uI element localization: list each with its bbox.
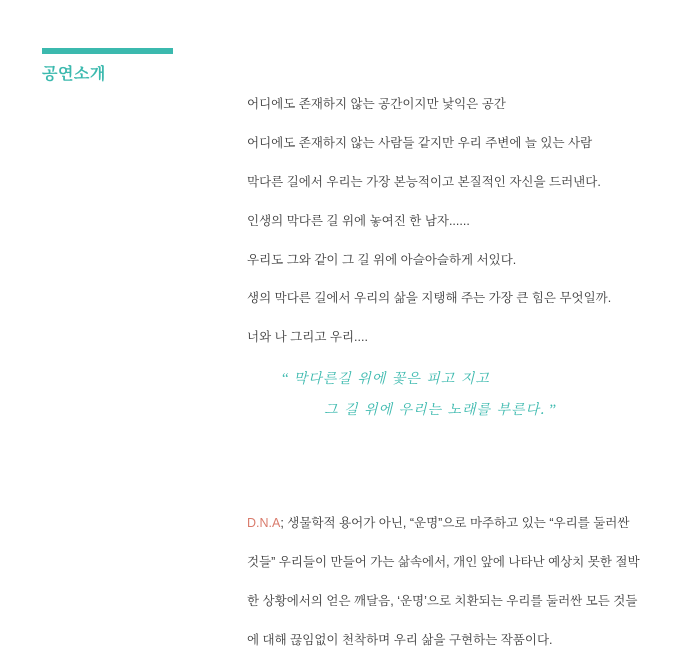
intro-paragraph-block [247, 96, 667, 368]
intro-line: 어디에도 존재하지 않는 공간이지만 낯익은 공간 [247, 97, 506, 111]
intro-line: 너와 나 그리고 우리.... [247, 330, 368, 345]
description-line: 것들” 우리들이 만들어 가는 삶속에서, 개인 앞에 나타난 예상치 못한 절박 [247, 554, 640, 569]
section-header [42, 48, 242, 84]
intro-line: 어디에도 존재하지 않는 사람들 같지만 우리 주변에 늘 있는 사람 [247, 135, 593, 150]
description-line: 에 대해 끊임없이 천착하며 우리 삶을 구현하는 작품이다. [247, 632, 553, 647]
quote-open-mark: “ [282, 371, 290, 387]
highlight-quote [278, 368, 678, 421]
quote-line-first [278, 368, 678, 391]
description-line [247, 515, 667, 532]
intro-line: 우리도 그와 같이 그 길 위에 아슬아슬하게 서있다. [247, 252, 517, 267]
page-title: 공연소개 [42, 66, 106, 83]
header-rule-decoration [42, 48, 173, 54]
description-block [247, 515, 667, 671]
intro-line: 인생의 막다른 길 위에 놓여진 한 남자...... [247, 213, 470, 228]
description-accent-label: D.N.A [247, 516, 281, 530]
quote-text-second: 그 길 위에 우리는 노래를 부른다. [324, 401, 546, 418]
quote-line-second [278, 399, 678, 422]
intro-line: 막다른 길에서 우리는 가장 본능적이고 본질적인 자신을 드러낸다. [247, 174, 601, 189]
quote-close-mark: ” [549, 401, 558, 418]
quote-text-first: 막다른길 위에 꽃은 피고 지고 [293, 371, 490, 387]
description-text: ; 생물학적 용어가 아닌, “운명”으로 마주하고 있는 “우리를 둘러싼 [280, 516, 630, 530]
description-line: 한 상황에서의 얻은 깨달음, ‘운명’으로 치환되는 우리를 둘러싼 모든 것들 [247, 593, 638, 608]
intro-line: 생의 막다른 길에서 우리의 삶을 지탱해 주는 가장 큰 힘은 무엇일까. [247, 291, 612, 306]
